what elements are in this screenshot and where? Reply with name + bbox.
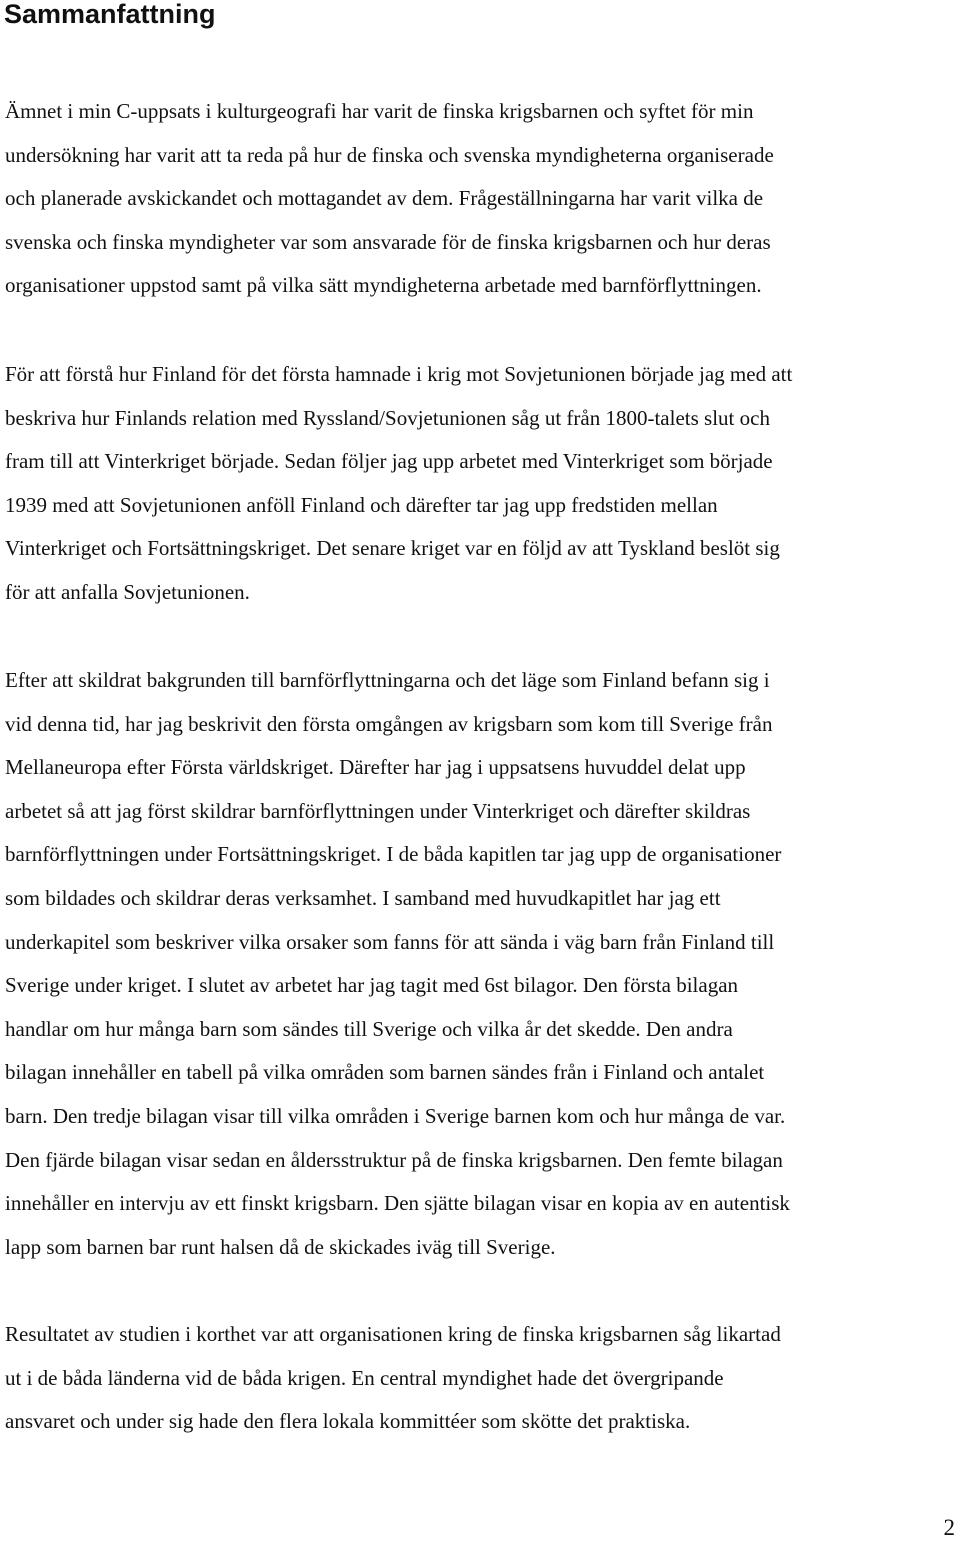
text-line: Mellaneuropa efter Första världskriget. Därefter har jag i uppsatsens huvuddel delat upp <box>5 755 746 780</box>
page-number: 2 <box>943 1515 955 1540</box>
text-line: svenska och finska myndigheter var som ansvarade för de finska krigsbarnen och hur deras <box>5 229 771 254</box>
text-line: Resultatet av studien i korthet var att organisationen kring de finska krigsbarnen såg likartad <box>5 1322 781 1346</box>
text-line: organisationer uppstod samt på vilka sätt myndigheterna arbetade med barnförflyttningen. <box>5 273 762 298</box>
text-line: ansvaret och under sig hade den flera lokala kommittéer som skötte det praktiska. <box>5 1409 691 1434</box>
text-line: vid denna tid, har jag beskrivit den första omgången av krigsbarn som kom till Sverige från <box>5 711 773 736</box>
text-line: innehåller en intervju av ett finskt krigsbarn. Den sjätte bilagan visar en kopia av en autentisk <box>5 1191 790 1216</box>
text-line: 1939 med att Sovjetunionen anföll Finland och därefter tar jag upp fredstiden mellan <box>5 492 718 517</box>
text-line: fram till att Vinterkriget började. Sedan följer jag upp arbetet med Vinterkriget som började <box>5 449 773 474</box>
text-line: barn. Den tredje bilagan visar till vilka områden i Sverige barnen kom och hur många de var. <box>5 1103 786 1128</box>
text-line: undersökning har varit att ta reda på hur de finska och svenska myndigheterna organiserade <box>5 142 774 167</box>
text-line: bilagan innehåller en tabell på vilka områden som barnen sändes från i Finland och antalet <box>5 1060 765 1085</box>
text-line: Den fjärde bilagan visar sedan en åldersstruktur på de finska krigsbarnen. Den femte bilagan <box>5 1147 783 1172</box>
text-line: Efter att skildrat bakgrunden till barnförflyttningarna och det läge som Finland befann sig i <box>5 668 770 692</box>
paragraph-4 <box>5 1313 955 1444</box>
paragraph-1 <box>5 90 955 308</box>
text-line: underkapitel som beskriver vilka orsaker som fanns för att sända i väg barn från Finland till <box>5 929 775 954</box>
text-line: Sverige under kriget. I slutet av arbetet har jag tagit med 6st bilagor. Den första bilagan <box>5 973 739 998</box>
text-line: för att anfalla Sovjetunionen. <box>5 579 250 604</box>
text-line: som bildades och skildrar deras verksamhet. I samband med huvudkapitlet har jag ett <box>5 885 721 910</box>
text-line: barnförflyttningen under Fortsättningskriget. I de båda kapitlen tar jag upp de organisationer <box>5 842 782 867</box>
text-line: lapp som barnen bar runt halsen då de skickades iväg till Sverige. <box>5 1234 556 1259</box>
text-line: Vinterkriget och Fortsättningskriget. Det senare kriget var en följd av att Tyskland beslöt sig <box>5 536 780 561</box>
text-line: Ämnet i min C-uppsats i kulturgeografi har varit de finska krigsbarnen och syftet för min <box>5 99 754 123</box>
text-line: För att förstå hur Finland för det första hamnade i krig mot Sovjetunionen började jag med att <box>5 362 793 386</box>
paragraph-3 <box>5 659 955 1269</box>
text-line: handlar om hur många barn som sändes till Sverige och vilka år det skedde. Den andra <box>5 1016 733 1041</box>
text-line: ut i de båda länderna vid de båda krigen. En central myndighet hade det övergripande <box>5 1365 724 1390</box>
page-title: Sammanfattning <box>4 0 216 29</box>
text-line: och planerade avskickandet och mottagandet av dem. Frågeställningarna har varit vilka de <box>5 186 764 211</box>
text-line: arbetet så att jag först skildrar barnförflyttningen under Vinterkriget och därefter skildras <box>5 798 751 823</box>
text-line: beskriva hur Finlands relation med Ryssland/Sovjetunionen såg ut från 1800-talets slut och <box>5 405 770 430</box>
paragraph-2 <box>5 353 955 615</box>
